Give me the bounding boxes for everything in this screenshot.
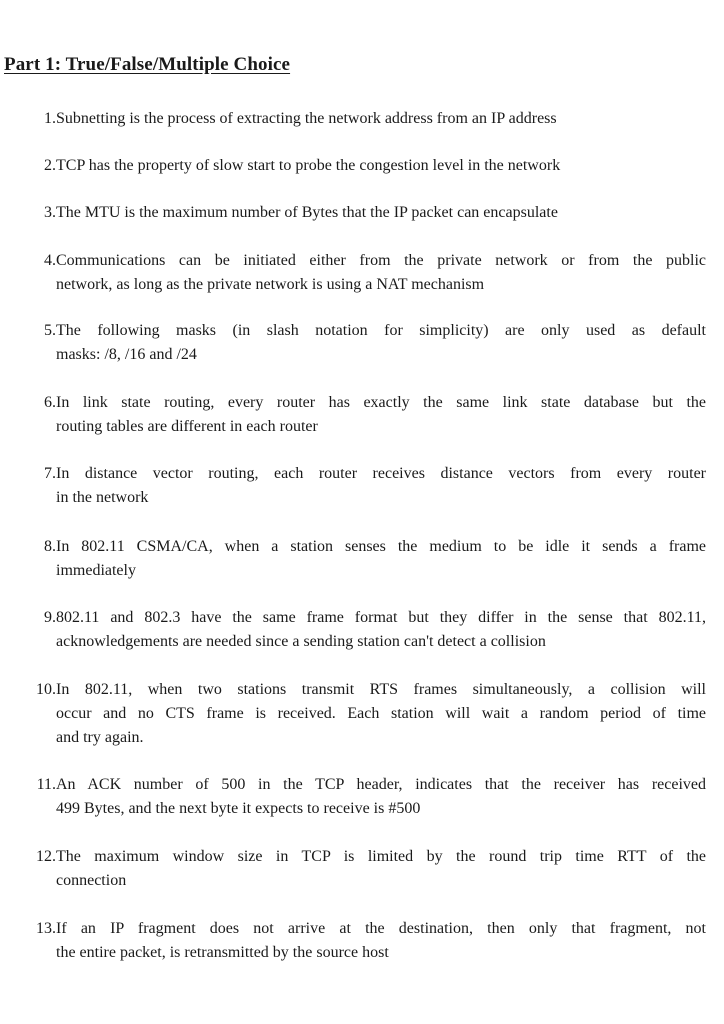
question-text-line: In 802.11, when two stations transmit RTS frames simultaneously, a collision will [56, 681, 706, 698]
question-text-line: If an IP fragment does not arrive at the destination, then only that fragment, not [56, 920, 706, 937]
question-item [24, 249, 706, 297]
question-text-line: 499 Bytes, and the next byte it expects to receive is #500 [56, 800, 421, 817]
question-item [24, 678, 706, 750]
question-text-line: the entire packet, is retransmitted by the source host [56, 944, 389, 961]
question-text-line: The MTU is the maximum number of Bytes that the IP packet can encapsulate [56, 204, 558, 221]
question-item [24, 606, 706, 654]
question-item [24, 773, 706, 821]
question-text-line: 802.11 and 802.3 have the same frame format but they differ in the sense that 802.11, [56, 609, 706, 626]
question-number: 7. [44, 465, 56, 482]
question-text-line: network, as long as the private network is using a NAT mechanism [56, 276, 485, 293]
question-number: 10. [36, 681, 56, 698]
question-text-line: In distance vector routing, each router receives distance vectors from every router [56, 465, 706, 482]
question-number: 4. [44, 252, 56, 269]
question-item [24, 201, 706, 225]
question-text-line: acknowledgements are needed since a sending station can't detect a collision [56, 633, 546, 650]
question-text-line: In link state routing, every router has exactly the same link state database but the [56, 394, 706, 411]
question-number: 13. [36, 920, 56, 937]
question-text-line: Communications can be initiated either from the private network or from the public [56, 252, 706, 269]
question-text-line: and try again. [56, 729, 144, 746]
question-text-line: in the network [56, 489, 149, 506]
question-number: 9. [44, 609, 56, 626]
question-number: 3. [44, 204, 56, 221]
question-text-line: The following masks (in slash notation for simplicity) are only used as default [56, 322, 706, 339]
question-number: 6. [44, 394, 56, 411]
question-text-line: occur and no CTS frame is received. Each station will wait a random period of time [56, 705, 706, 722]
question-text-line: The maximum window size in TCP is limited by the round trip time RTT of the [56, 848, 706, 865]
question-item [24, 535, 706, 583]
question-item [24, 107, 706, 131]
question-item [24, 154, 706, 178]
question-number: 5. [44, 322, 56, 339]
question-text-line: Subnetting is the process of extracting the network address from an IP address [56, 110, 557, 127]
question-number: 12. [36, 848, 56, 865]
section-heading: Part 1: True/False/Multiple Choice [4, 54, 291, 75]
question-item [24, 917, 706, 965]
question-item [24, 845, 706, 893]
question-item [24, 462, 706, 510]
question-text-line: An ACK number of 500 in the TCP header, indicates that the receiver has received [56, 776, 706, 793]
question-text-line: routing tables are different in each router [56, 418, 318, 435]
question-text-line: masks: /8, /16 and /24 [56, 346, 197, 363]
question-text-line: In 802.11 CSMA/CA, when a station senses the medium to be idle it sends a frame [56, 538, 706, 555]
question-item [24, 319, 706, 367]
question-number: 11. [36, 776, 56, 793]
question-text-line: immediately [56, 562, 136, 579]
question-text-line: TCP has the property of slow start to probe the congestion level in the network [56, 157, 561, 174]
question-item [24, 391, 706, 439]
question-number: 2. [44, 157, 56, 174]
question-number: 1. [44, 110, 56, 127]
question-text-line: connection [56, 872, 127, 889]
question-number: 8. [44, 538, 56, 555]
